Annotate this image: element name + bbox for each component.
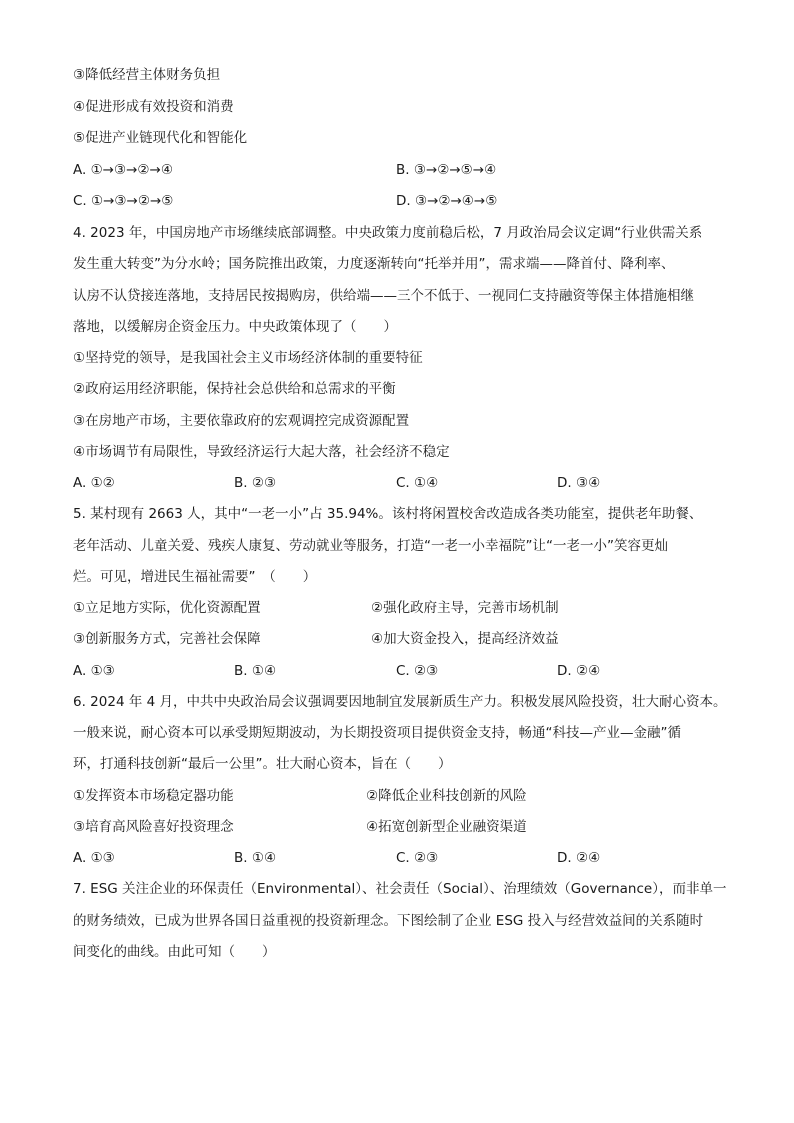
q5-statement-2: ②强化政府主导，完善市场机制	[371, 600, 559, 616]
q3-item-4: ④促进形成有效投资和消费	[73, 99, 234, 115]
q4-statement-1: ①坚持党的领导，是我国社会主义市场经济体制的重要特征	[73, 350, 423, 366]
q3-item-5: ⑤促进产业链现代化和智能化	[73, 130, 248, 146]
q5-option-c: C. ②③	[396, 663, 439, 679]
q6-option-a: A. ①③	[73, 850, 115, 866]
q5-option-d: D. ②④	[557, 663, 601, 679]
q4-stem-line-3: 认房不认贷接连落地，支持居民按揭购房，供给端——三个不低于、一视同仁支持融资等保主体措施相继	[73, 288, 694, 304]
q4-statement-4: ④市场调节有局限性，导致经济运行大起大落，社会经济不稳定	[73, 444, 450, 460]
q6-option-b: B. ①④	[234, 850, 277, 866]
q6-stem-line-2: 一般来说，耐心资本可以承受期短期波动，为长期投资项目提供资金支持，畅通“科技—产业—金融”循	[73, 725, 681, 741]
q4-option-c: C. ①④	[396, 475, 439, 491]
q5-stem-line-2: 老年活动、儿童关爱、残疾人康复、劳动就业等服务，打造“一老一小幸福院”让“一老一小”笑容更灿	[73, 538, 668, 554]
q6-stem-line-1: 6. 2024 年 4 月，中共中央政治局会议强调要因地制宜发展新质生产力。积极发展风险投资，壮大耐心资本。	[73, 694, 727, 710]
q5-statement-3: ③创新服务方式，完善社会保障	[73, 631, 261, 647]
q3-option-a: A. ①→③→②→④	[73, 162, 173, 178]
q4-stem-line-2: 发生重大转变”为分水岭；国务院推出政策，力度逐渐转向“托举并用”，需求端——降首付、降利率、	[73, 256, 675, 272]
q4-statement-2: ②政府运用经济职能，保持社会总供给和总需求的平衡	[73, 381, 396, 397]
q3-option-b: B. ③→②→⑤→④	[396, 162, 497, 178]
q7-stem-line-2: 的财务绩效，已成为世界各国日益重视的投资新理念。下图绘制了企业 ESG 投入与经营效益间的关系随时	[73, 913, 704, 929]
q4-stem-line-1: 4. 2023 年，中国房地产市场继续底部调整。中央政策力度前稳后松，7 月政治局会议定调“行业供需关系	[73, 225, 703, 241]
q4-statement-3: ③在房地产市场，主要依靠政府的宏观调控完成资源配置	[73, 413, 410, 429]
q3-item-3: ③降低经营主体财务负担	[73, 67, 221, 83]
q6-statement-1: ①发挥资本市场稳定器功能	[73, 788, 234, 804]
q4-option-a: A. ①②	[73, 475, 115, 491]
q7-stem-line-1: 7. ESG 关注企业的环保责任（Environmental）、社会责任（Social）、治理绩效（Governance），而非单一	[73, 881, 727, 897]
q4-option-b: B. ②③	[234, 475, 277, 491]
q6-option-c: C. ②③	[396, 850, 439, 866]
q5-option-a: A. ①③	[73, 663, 115, 679]
q4-stem-line-4: 落地，以缓解房企资金压力。中央政策体现了（ ）	[73, 319, 397, 335]
q6-stem-line-3: 环，打通科技创新“最后一公里”。壮大耐心资本，旨在（ ）	[73, 756, 452, 772]
q5-statement-4: ④加大资金投入，提高经济效益	[371, 631, 559, 647]
q5-stem-line-1: 5. 某村现有 2663 人，其中“一老一小”占 35.94%。该村将闲置校舍改造成各类功能室，提供老年助餐、	[73, 506, 703, 522]
q7-stem-line-3: 间变化的曲线。由此可知（ ）	[73, 944, 276, 960]
q5-statement-1: ①立足地方实际，优化资源配置	[73, 600, 261, 616]
q6-statement-4: ④拓宽创新型企业融资渠道	[366, 819, 527, 835]
q4-option-d: D. ③④	[557, 475, 601, 491]
q3-option-d: D. ③→②→④→⑤	[396, 193, 498, 209]
q5-option-b: B. ①④	[234, 663, 277, 679]
q6-statement-2: ②降低企业科技创新的风险	[366, 788, 527, 804]
q6-statement-3: ③培育高风险喜好投资理念	[73, 819, 234, 835]
q5-stem-line-3: 烂。可见，增进民生福祉需要” （ ）	[73, 569, 317, 585]
q3-option-c: C. ①→③→②→⑤	[73, 193, 174, 209]
q6-option-d: D. ②④	[557, 850, 601, 866]
